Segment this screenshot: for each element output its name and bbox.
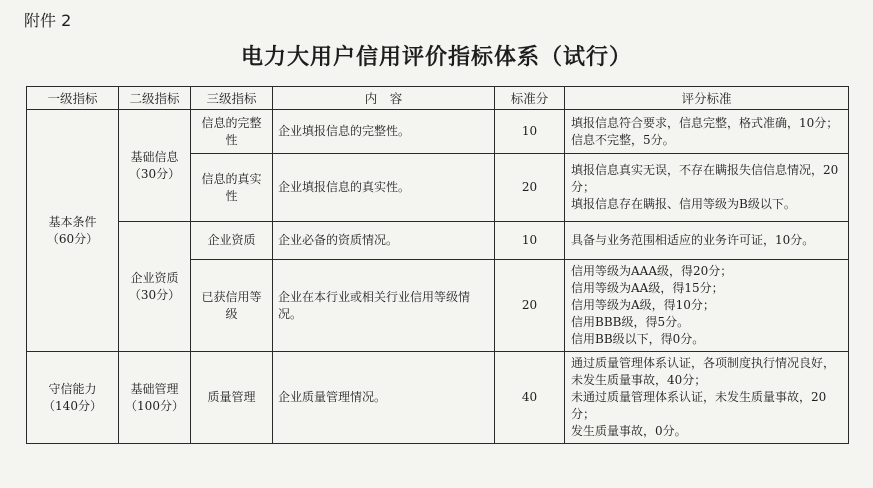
criteria-line: 具备与业务范围相适应的业务许可证，10分。 [571, 233, 815, 247]
criteria-line: 未通过质量管理体系认证，未发生质量事故，20分； [571, 390, 827, 421]
credit-evaluation-table [26, 86, 849, 444]
score-cell: 10 [495, 222, 565, 260]
content-cell: 企业填报信息的真实性。 [273, 154, 495, 222]
column-header: 三级指标 [191, 87, 273, 110]
level3-cell: 信息的真实性 [191, 154, 273, 222]
level2-cell: 基础管理 （100分） [119, 352, 191, 444]
attachment-label: 附件 2 [24, 11, 72, 30]
column-header: 标准分 [495, 87, 565, 110]
criteria-line: 信用等级为AAA级，得20分； [571, 264, 733, 278]
table-row [27, 110, 849, 154]
criteria-line: 信用BB级以下，得0分。 [571, 332, 705, 346]
criteria-cell [565, 222, 849, 260]
level2-cell: 基础信息 （30分） [119, 110, 191, 222]
document-title: 电力大用户信用评价指标体系（试行） [240, 45, 632, 70]
content-cell: 企业必备的资质情况。 [273, 222, 495, 260]
score-cell: 20 [495, 260, 565, 352]
content-cell: 企业质量管理情况。 [273, 352, 495, 444]
column-header: 一级指标 [27, 87, 119, 110]
criteria-line: 填报信息存在瞒报、信用等级为B级以下。 [571, 197, 796, 211]
column-header: 评分标准 [565, 87, 849, 110]
criteria-cell [565, 352, 849, 444]
criteria-line: 信用BBB级，得5分。 [571, 315, 690, 329]
content-cell: 企业在本行业或相关行业信用等级情况。 [273, 260, 495, 352]
criteria-line: 填报信息真实无误，不存在瞒报失信信息情况，20分； [571, 163, 839, 194]
column-header: 内 容 [273, 87, 495, 110]
level1-cell: 守信能力 （140分） [27, 352, 119, 444]
column-header: 二级指标 [119, 87, 191, 110]
table-row [27, 222, 849, 260]
content-cell: 企业填报信息的完整性。 [273, 110, 495, 154]
score-cell: 40 [495, 352, 565, 444]
criteria-line: 信用等级为A级，得10分； [571, 298, 715, 312]
criteria-line: 信息不完整，5分。 [571, 132, 675, 147]
criteria-line: 发生质量事故，0分。 [571, 424, 687, 438]
table-row [27, 352, 849, 444]
level3-cell: 企业资质 [191, 222, 273, 260]
level2-cell: 企业资质 （30分） [119, 222, 191, 352]
score-cell: 10 [495, 110, 565, 154]
level1-cell: 基本条件 （60分） [27, 110, 119, 352]
table-header-row [27, 87, 849, 110]
criteria-cell [565, 260, 849, 352]
criteria-cell [565, 154, 849, 222]
level3-cell: 已获信用等级 [191, 260, 273, 352]
score-cell: 20 [495, 154, 565, 222]
level3-cell: 信息的完整性 [191, 110, 273, 154]
criteria-line: 信用等级为AA级，得15分； [571, 281, 724, 295]
level3-cell: 质量管理 [191, 352, 273, 444]
criteria-line: 通过质量管理体系认证，各项制度执行情况良好，未发生质量事故，40分； [571, 356, 836, 387]
criteria-cell [565, 110, 849, 154]
criteria-line: 填报信息符合要求，信息完整，格式准确，10分； [571, 115, 839, 130]
